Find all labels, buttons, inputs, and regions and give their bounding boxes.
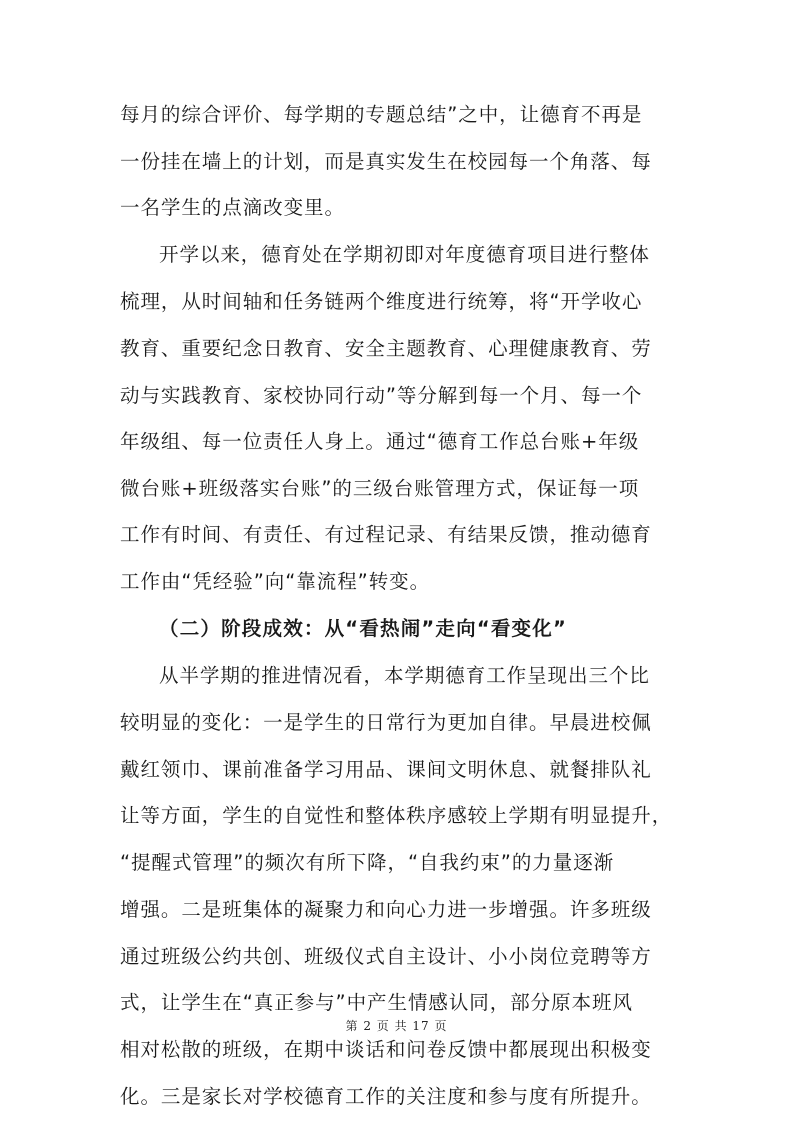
body-text-line: 一份挂在墙上的计划，而是真实发生在校园每一个角落、每	[120, 150, 652, 173]
body-text-line: 增强。二是班集体的凝聚力和向心力进一步增强。许多班级	[120, 898, 652, 921]
body-text-line: “提醒式管理”的频次有所下降，“自我约束”的力量逐渐	[120, 851, 615, 874]
body-text-line: 通过班级公约共创、班级仪式自主设计、小小岗位竞聘等方	[120, 945, 652, 968]
body-text-line: 较明显的变化：一是学生的日常行为更加自律。早晨进校佩	[120, 711, 652, 734]
body-text-line: 工作由“凭经验”向“靠流程”转变。	[120, 570, 431, 593]
body-text-line: 化。三是家长对学校德育工作的关注度和参与度有所提升。	[120, 1085, 652, 1108]
body-text-line: 教育、重要纪念日教育、安全主题教育、心理健康教育、劳	[120, 337, 652, 360]
section-heading: （二）阶段成效：从“看热闹”走向“看变化”	[159, 617, 567, 640]
body-text-line: 动与实践教育、家校协同行动”等分解到每一个月、每一个	[120, 384, 643, 407]
body-text-line: 一名学生的点滴改变里。	[120, 196, 345, 219]
body-text-line: 戴红领巾、课前准备学习用品、课间文明休息、就餐排队礼	[120, 758, 652, 781]
body-text-line: 梳理，从时间轴和任务链两个维度进行统筹，将“开学收心	[120, 290, 643, 313]
body-text-line: 工作有时间、有责任、有过程记录、有结果反馈，推动德育	[120, 523, 652, 546]
body-text-line: 式，让学生在“真正参与”中产生情感认同，部分原本班风	[120, 991, 633, 1014]
body-text-line: 每月的综合评价、每学期的专题总结”之中，让德育不再是	[120, 103, 643, 126]
body-text-line: 从半学期的推进情况看，本学期德育工作呈现出三个比	[159, 664, 650, 687]
page-footer: 第 2 页 共 17 页	[345, 1019, 448, 1033]
body-text-line: 让等方面，学生的自觉性和整体秩序感较上学期有明显提升，	[120, 804, 673, 827]
body-text-line: 相对松散的班级，在期中谈话和问卷反馈中都展现出积极变	[120, 1038, 652, 1061]
body-text-line: 开学以来，德育处在学期初即对年度德育项目进行整体	[159, 243, 650, 266]
body-text-line: 微台账+班级落实台账”的三级台账管理方式，保证每一项	[120, 477, 640, 500]
body-text-line: 年级组、每一位责任人身上。通过“德育工作总台账+年级	[120, 430, 640, 453]
